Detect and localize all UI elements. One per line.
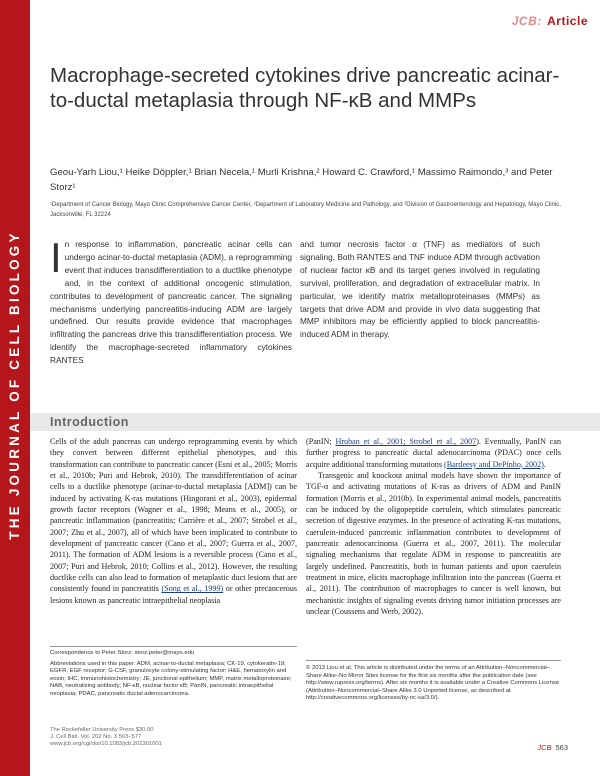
affiliations: ¹Department of Cancer Biology, Mayo Clinic Comprehensive Cancer Center, ²Department of Laboratory Medicine and Pathology, and ³Division of Gastroenterology and Hepatology, Mayo Clinic, Jacksonville, FL 32224	[50, 202, 561, 218]
citation-link[interactable]: (Bardeesy and DePinho, 2002)	[444, 459, 544, 469]
journal-sidebar	[0, 0, 30, 776]
abstract-text-1: n response to inflammation, pancreatic acinar cells can undergo acinar-to-ductal metaplasia (ADM), a reprogramming event that induces transdifferentiation to a ductlike phenotype and, in the context of additional oncogenic stimulation, contributes to development of pancreatic cancer. The signaling mechanisms underlying pancreatitis-inducing ADM are largely undefined. Our results provide evidence that macrophages infiltrating the pancreas drive this transdifferentiation process. We identify the macrophage-secreted inflammatory cytokines RANTES	[50, 239, 292, 366]
body-paragraph: Transgenic and knockout animal models have shown the importance of TGF-α and activating mutations of K-ras as drivers of ADM and PanIN formation (Morris et al., 2010b). In experimental animal models, pancreatitis can be induced by the oligopeptide caerulein, which stimulates pancreatic secretion of digestive enzymes. In the presence of activating K-ras mutations, caerulein-induced pancreatic inflammation contributes to development of pancreatic adenocarcinoma (Guerra et al., 2007, 2011). The molecular signaling mechanisms that regulate ADM in response to pancreatitis are largely undefined. Pancreatitis, both in human patients and upon caerulein treatment in mice, elicits macrophage infiltration into the pancreas (Guerra et al., 2011). The contribution of macrophages to cancer is well known, but mechanistic insights of signaling events driving tumor initiation processes are unclear (Coussens and Werb, 2002).	[306, 471, 561, 617]
correspondence: Correspondence to Peter Storz: storz.peter@mayo.edu	[50, 650, 195, 656]
body-column-2	[306, 436, 561, 618]
footnotes	[50, 646, 297, 699]
body-column-1	[50, 436, 297, 606]
abbreviations: Abbreviations used in this paper: ADM, acinar-to-ductal metaplasia; CK-19, cytokeratin-19; EGFR, EGF receptor; G-CSF, granulocyte colony-stimulating factor; H&E, hematoxylin and eosin; IHC, immunohistochemistry; JE, junctional epithelium; MMP, matrix metalloproteinase; NAB, neutralizing antibody; NF-κB, nuclear factor κB; PanIN, pancreatic intraepithelial neoplasia; PDAC, pancreatic ductal adenocarcinoma.	[50, 660, 292, 697]
body-text: or other precancerous lesions known as pancreatic intraepithelial neoplasia	[50, 584, 298, 605]
body-text: .	[543, 459, 546, 469]
citation-link[interactable]: Hruban et al., 2001; Strobel et al., 2007	[335, 437, 477, 446]
body-text: (PanIN;	[306, 437, 332, 446]
body-text: Cells of the adult pancreas can undergo reprogramming events by which they convert between different epithelial phenotypes, and this transformation can contribute to pancreatic cancer (Esni et al., 2005; Morris et al., 2010b; Puri and Hebrok, 2010). The transdifferentiation of acinar cells to a ductlike phenotype (acinar-to-ductal metaplasia [ADM]) can be induced by activating K-ras mutations (Hingorani et al., 2003), epidermal growth factor receptors (Wagner et al., 1998; Means et al., 2005), or pancreatic inflammation (pancreatitis; Carrière et al., 2007; Strobel et al., 2007; Zhu et al., 2007), all of which have been implicated to contribute to development of pancreatic cancer (Cano et al., 2007; Guerra et al., 2007, 2011). The formation of ADM lesions is a reversible process (Cano et al., 2007; Puri and Hebrok, 2010; Collins et al., 2012). However, the resulting ductlike cells can also lead to formation of metaplastic duct lesions that are consistently found in pancreatitis	[50, 437, 297, 594]
journal-header-logo: JCB:	[511, 14, 542, 28]
abstract-column-1	[50, 234, 292, 367]
journal-sidebar-text: THE JOURNAL OF CELL BIOLOGY	[7, 230, 22, 540]
page-footer	[50, 727, 250, 749]
doi-link[interactable]: www.jcb.org/cgi/doi/10.1083/jcb.201301001	[50, 741, 162, 748]
section-heading-introduction: Introduction	[50, 415, 129, 429]
author-list: Geou-Yarh Liou,¹ Heike Döppler,¹ Brian Necela,¹ Murli Krishna,² Howard C. Crawford,¹ Massimo Raimondo,³ and Peter Storz¹	[50, 167, 553, 193]
citation-line: J. Cell Biol. Vol. 202 No. 3 563–577	[50, 734, 142, 741]
page-number-value: 563	[555, 743, 568, 752]
publisher-line: The Rockefeller University Press $30.00	[50, 727, 154, 733]
abstract-column-2: and tumor necrosis factor α (TNF) as mediators of such signaling. Both RANTES and TNF induce ADM through activation of nuclear factor κB and its target genes involved in regulating survival, proliferation, and degradation of extracellular matrix. In particular, we identify matrix metalloproteinases (MMPs) as targets that drive ADM and provide in vivo data suggesting that MMP inhibitors may be efficiently applied to block pancreatitis-induced ADM in therapy.	[300, 239, 540, 340]
license-statement: © 2013 Liou et al. This article is distributed under the terms of an Attribution–Noncommercial–Share Alike–No Mirror Sites license for the first six months after the publication date (see http://www.rupress.org/terms). After six months it is available under a Creative Commons License (Attribution–Noncommercial–Share Alike 3.0 Unported license, as described at http://creativecommons.org/licenses/by-nc-sa/3.0/).	[306, 660, 561, 703]
page-journal-logo: JCB	[537, 743, 552, 752]
journal-header	[512, 14, 588, 28]
drop-cap: I	[50, 234, 62, 281]
article-title: Macrophage-secreted cytokines drive pancreatic acinar-to-ductal metaplasia through NF-κB and MMPs	[50, 64, 560, 112]
article-type: Article	[547, 14, 588, 28]
page-number	[537, 743, 568, 752]
citation-link[interactable]: (Song et al., 1999)	[161, 584, 224, 594]
body-text: ). Eventually, PanIN can further progress to pancreatic ductal adenocarcinoma (PDAC) once cells acquire additional transforming mutations	[306, 437, 561, 469]
